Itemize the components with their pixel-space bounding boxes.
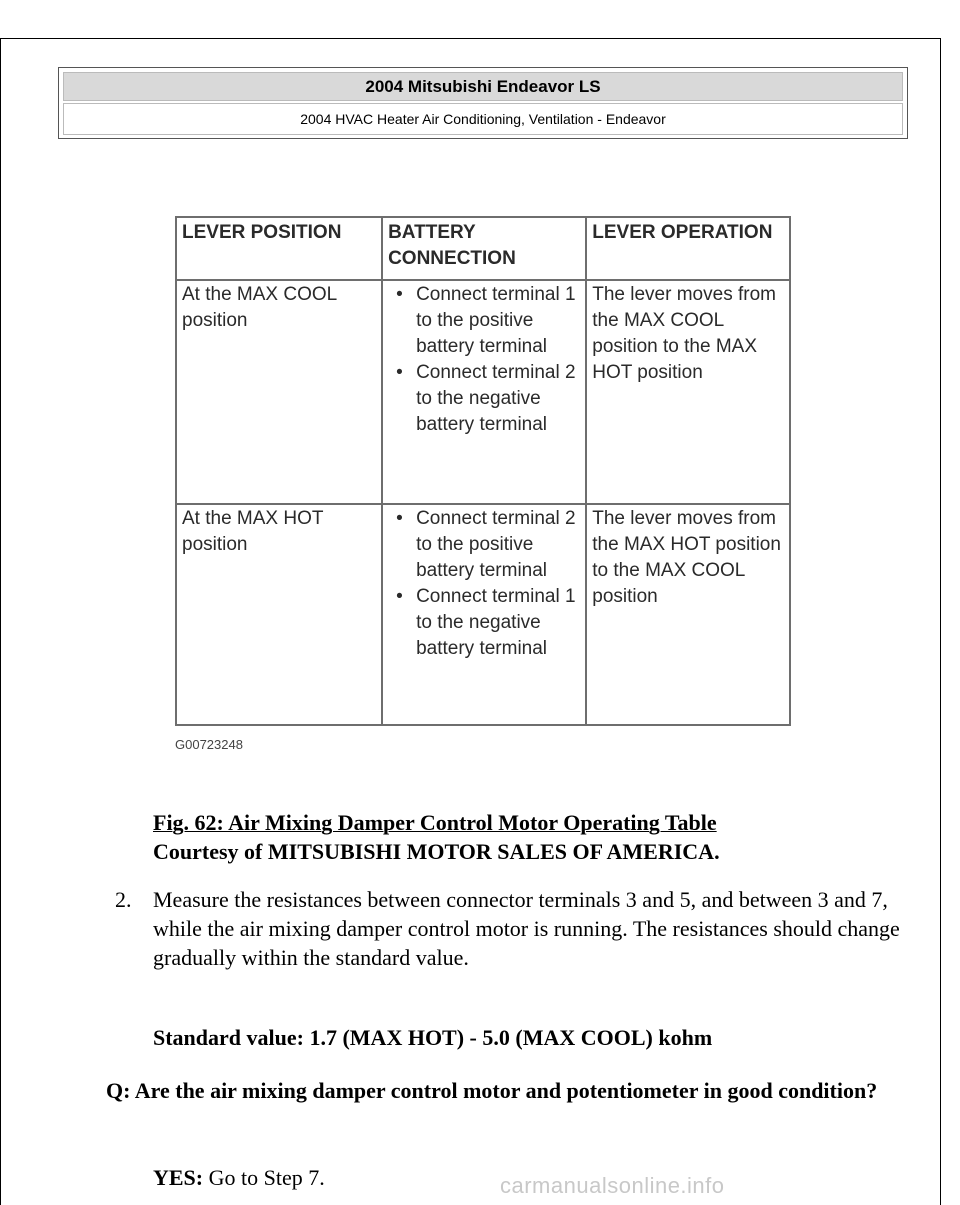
cell-lever-operation: The lever moves from the MAX HOT position to the MAX COOL position: [586, 504, 790, 725]
diagnostic-question: Q: Are the air mixing damper control motor and potentiometer in good condition?: [106, 1078, 878, 1103]
connection-item: • Connect terminal 1 to the positive battery terminal: [416, 282, 580, 360]
yes-label: YES:: [153, 1165, 204, 1190]
cell-battery-connection: [382, 280, 586, 504]
cell-battery-connection: [382, 504, 586, 725]
step-text: Measure the resistances between connector terminals 3 and 5, and between 3 and 7, while the air mixing damper control motor is running. The resistances should change gradually within the standard value.: [153, 887, 900, 970]
column-header-lever-position: LEVER POSITION: [176, 217, 382, 280]
cell-lever-operation: The lever moves from the MAX COOL position to the MAX HOT position: [586, 280, 790, 504]
cell-lever-position: At the MAX HOT position: [176, 504, 382, 725]
cell-lever-position: At the MAX COOL position: [176, 280, 382, 504]
step-number: 2.: [115, 887, 132, 912]
procedure-step: [115, 885, 925, 972]
table-row: [176, 280, 790, 504]
table-row: [176, 504, 790, 725]
connection-item: • Connect terminal 1 to the negative battery terminal: [416, 584, 580, 662]
connection-item: • Connect terminal 2 to the negative battery terminal: [416, 360, 580, 438]
figure-caption-courtesy: Courtesy of MITSUBISHI MOTOR SALES OF AMERICA.: [153, 839, 720, 864]
document-header: [58, 67, 908, 139]
column-header-battery-connection: BATTERY CONNECTION: [382, 217, 586, 280]
standard-value: Standard value: 1.7 (MAX HOT) - 5.0 (MAX COOL) kohm: [153, 1025, 713, 1050]
yes-text: Go to Step 7.: [203, 1165, 325, 1190]
header-title: 2004 Mitsubishi Endeavor LS: [63, 72, 903, 101]
yes-answer: [153, 1163, 325, 1192]
table-header-row: [176, 217, 790, 280]
operating-table: [175, 216, 791, 726]
connection-item: • Connect terminal 2 to the positive battery terminal: [416, 506, 580, 584]
header-subtitle: 2004 HVAC Heater Air Conditioning, Ventilation - Endeavor: [63, 103, 903, 135]
figure-code: G00723248: [175, 737, 243, 752]
watermark: carmanualsonline.info: [500, 1173, 725, 1198]
column-header-lever-operation: LEVER OPERATION: [586, 217, 790, 280]
figure-caption-title: Fig. 62: Air Mixing Damper Control Motor Operating Table: [153, 810, 717, 835]
figure-caption: [153, 808, 720, 866]
